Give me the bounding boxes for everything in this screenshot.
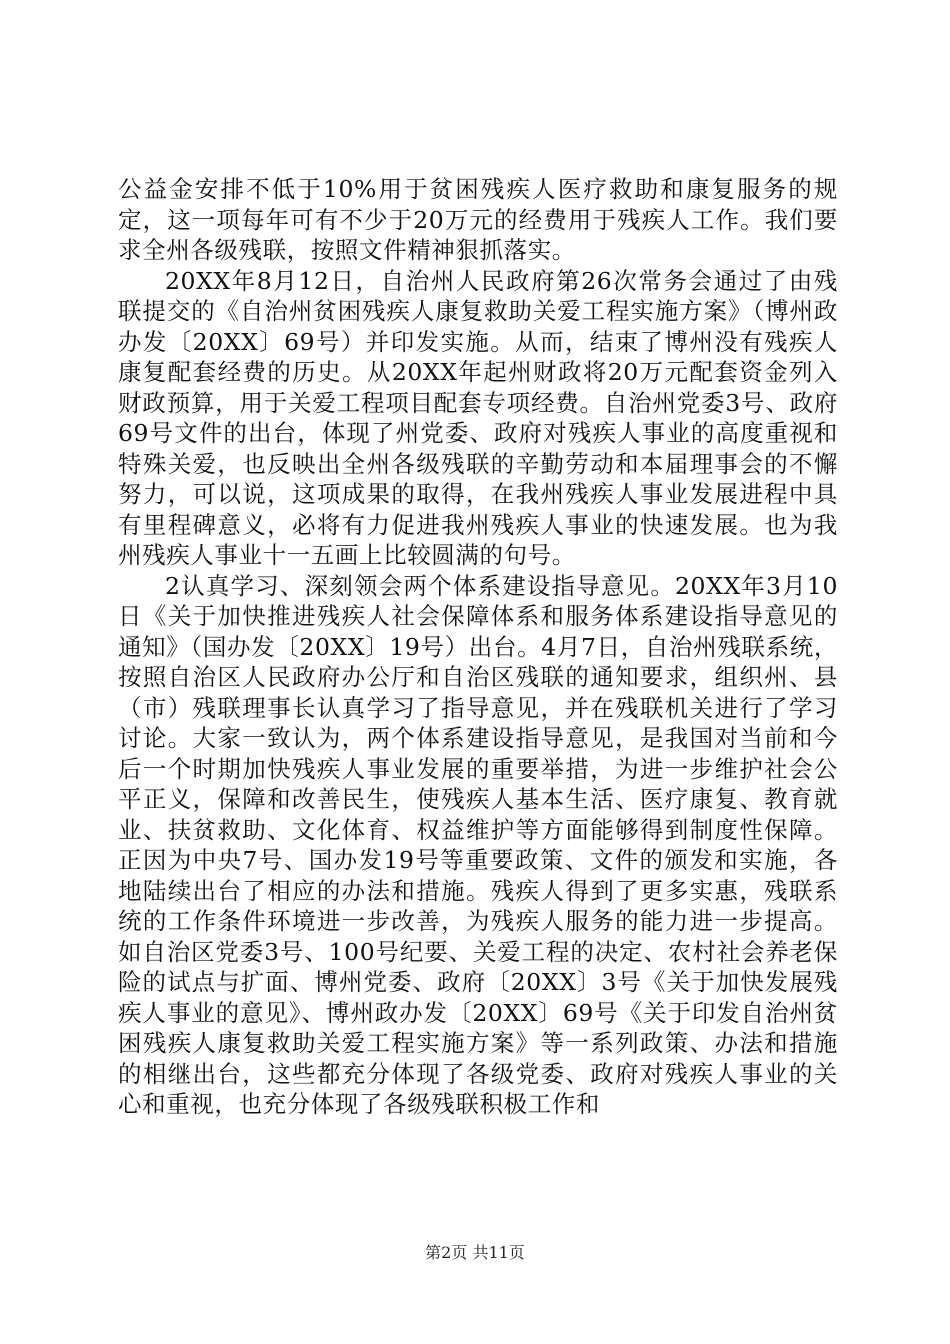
paragraph-funding-plan: 20XX年8月12日，自治州人民政府第26次常务会通过了由残联提交的《自治州贫困残疾人康复救助关爱工程实施方案》（博州政办发〔20XX〕69号）并印发实施。从而，结束了博州没有残疾人康复配套经费的历史。从20XX年起州财政将20万元配套资金列入财政预算，用于关爱工程项目配套专项经费。自治州党委3号、政府69号文件的出台，体现了州党委、政府对残疾人事业的高度重视和特殊关爱，也反映出全州各级残联的辛勤劳动和本届理事会的不懈努力，可以说，这项成果的取得，在我州残疾人事业发展进程中具有里程碑意义，必将有力促进我州残疾人事业的快速发展。也为我州残疾人事业十一五画上比较圆满的句号。 [118,266,838,569]
document-body [118,174,838,1120]
paragraph-continuation: 公益金安排不低于10%用于贫困残疾人医疗救助和康复服务的规定，这一项每年可有不少于20万元的经费用于残疾人工作。我们要求全州各级残联，按照文件精神狠抓落实。 [118,175,838,264]
page-number-footer: 第2页 共11页 [425,1243,525,1262]
paragraph-guidance-study: 2认真学习、深刻领会两个体系建设指导意见。20XX年3月10日《关于加快推进残疾人社会保障体系和服务体系建设指导意见的通知》（国办发〔20XX〕19号）出台。4月7日，自治州残联系统，按照自治区人民政府办公厅和自治区残联的通知要求，组织州、县（市）残联理事长认真学习了指导意见，并在残联机关进行了学习讨论。大家一致认为，两个体系建设指导意见，是我国对当前和今后一个时期加快残疾人事业发展的重要举措，为进一步维护社会公平正义，保障和改善民生，使残疾人基本生活、医疗康复、教育就业、扶贫救助、文化体育、权益维护等方面能够得到制度性保障。正因为中央7号、国办发19号等重要政策、文件的颁发和实施，各地陆续出台了相应的办法和措施。残疾人得到了更多实惠，残联系统的工作条件环境进一步改善，为残疾人服务的能力进一步提高。如自治区党委3号、100号纪要、关爱工程的决定、农村社会养老保险的试点与扩面、博州党委、政府〔20XX〕3号《关于加快发展残疾人事业的意见》、博州政办发〔20XX〕69号《关于印发自治州贫困残疾人康复救助关爱工程实施方案》等一系列政策、办法和措施的相继出台，这些都充分体现了各级党委、政府对残疾人事业的关心和重视，也充分体现了各级残联积极工作和 [118,571,838,1118]
